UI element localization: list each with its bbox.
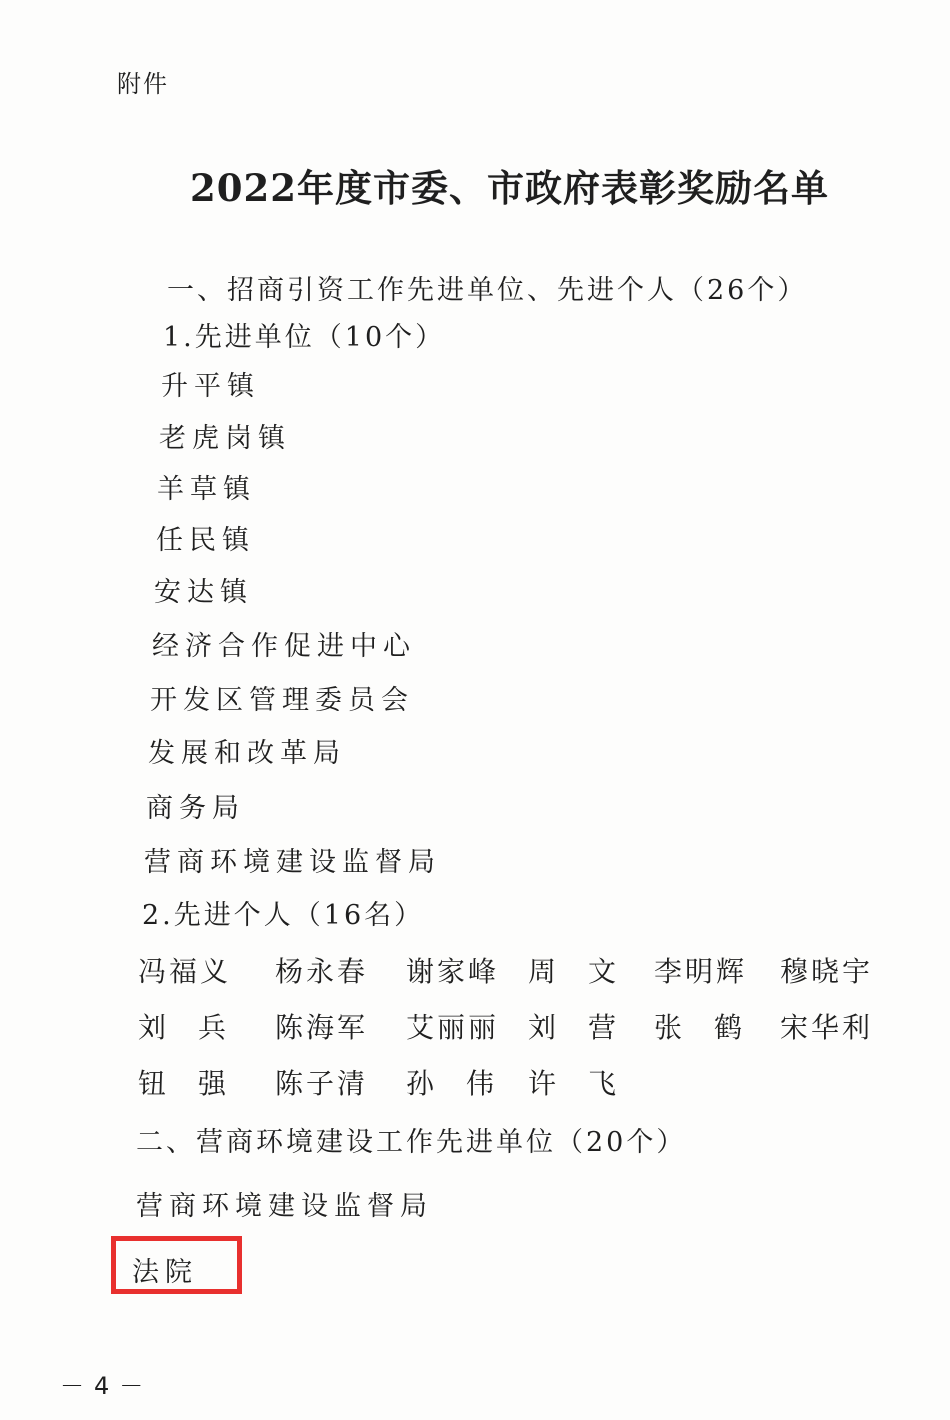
attachment-label: 附件	[117, 70, 169, 98]
individuals-heading: 2.先进个人（16名）	[142, 900, 425, 931]
individuals-row	[138, 950, 878, 990]
unit-item: 老虎岗镇	[159, 423, 291, 454]
person-name: 艾丽丽	[406, 1011, 500, 1044]
unit-item: 营商环境建设监督局	[144, 847, 441, 878]
unit-item: 开发区管理委员会	[150, 685, 414, 716]
section1-heading: 一、招商引资工作先进单位、先进个人（26个）	[167, 275, 808, 306]
document-title: 2022年度市委、市政府表彰奖励名单	[190, 166, 829, 210]
unit-item: 升平镇	[161, 371, 260, 402]
person-name: 周文	[528, 955, 649, 988]
highlighted-unit-item: 法院	[132, 1257, 198, 1288]
unit-item: 羊草镇	[157, 474, 256, 505]
unit-item: 商务局	[146, 793, 245, 824]
person-name: 宋华利	[780, 1011, 874, 1044]
unit-item: 营商环境建设监督局	[136, 1191, 433, 1222]
person-name: 陈海军	[275, 1011, 369, 1044]
person-name: 刘兵	[138, 1011, 259, 1044]
unit-item: 经济合作促进中心	[152, 631, 416, 662]
person-name: 穆晓宇	[780, 955, 874, 988]
person-name: 陈子清	[275, 1067, 369, 1100]
person-name: 孙伟	[406, 1067, 527, 1100]
individuals-row	[138, 1006, 878, 1046]
unit-item: 安达镇	[154, 577, 253, 608]
person-name: 钮强	[138, 1067, 259, 1100]
unit-item: 发展和改革局	[148, 738, 346, 769]
individuals-row	[138, 1062, 878, 1102]
unit-item: 任民镇	[156, 525, 255, 556]
person-name: 许飞	[528, 1067, 649, 1100]
person-name: 杨永春	[275, 955, 369, 988]
person-name: 刘营	[528, 1011, 649, 1044]
units-heading: 1.先进单位（10个）	[163, 322, 446, 353]
person-name: 冯福义	[138, 955, 232, 988]
section2-heading: 二、营商环境建设工作先进单位（20个）	[136, 1127, 687, 1158]
person-name: 张鹤	[654, 1011, 775, 1044]
page-number: －4－	[60, 1372, 154, 1400]
person-name: 李明辉	[654, 955, 748, 988]
person-name: 谢家峰	[406, 955, 500, 988]
highlight-box	[111, 1236, 242, 1294]
